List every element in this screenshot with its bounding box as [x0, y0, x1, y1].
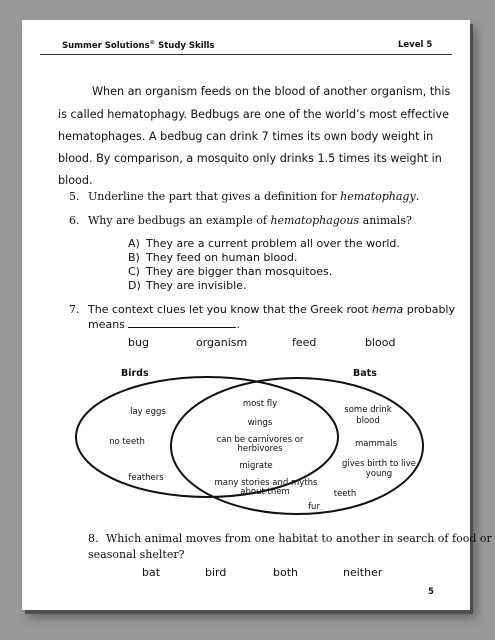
both-item-stories-myths: many stories and myths [214, 478, 318, 488]
option-b-text: They feed on human blood. [146, 251, 298, 264]
both-item-carnivores: can be carnivores or [216, 435, 304, 445]
question-7-line-1: The context clues let you know that the Greek root hema probably [88, 303, 455, 316]
q7-choice-bug: bug [128, 336, 149, 349]
bats-item-mammals: mammals [354, 439, 398, 449]
both-item-wings: wings [247, 418, 273, 428]
venn-diagram [74, 375, 424, 525]
option-c-letter: C) [128, 265, 140, 278]
both-item-herbivores: herbivores [237, 444, 283, 454]
option-d-text: They are invisible. [146, 279, 247, 292]
q8-choice-both: both [273, 566, 298, 579]
bats-item-young: young [365, 469, 393, 479]
bats-item-gives-birth: gives birth to live [341, 459, 417, 469]
header-title: Summer Solutions© Study Skills [62, 40, 215, 51]
option-a-letter: A) [128, 237, 140, 250]
passage-line-4: blood. By comparison, a mosquito only drinks 1.5 times its weight in [58, 152, 442, 165]
q8-choice-neither: neither [343, 566, 383, 579]
option-b-letter: B) [128, 251, 140, 264]
header-level: Level 5 [398, 40, 433, 50]
q8-choice-bat: bat [142, 566, 161, 579]
both-item-about-them: about them [240, 487, 290, 497]
question-8-line-2: seasonal shelter? [88, 548, 185, 561]
bats-item-some-drink: some drink [344, 405, 392, 415]
q8-choice-bird: bird [205, 566, 227, 579]
both-item-most-fly: most fly [242, 399, 278, 409]
passage-line-2: is called hematophagy. Bedbugs are one of the world’s most effective [58, 108, 449, 121]
question-8-line-1: Which animal moves from one habitat to another in search of food or [106, 532, 492, 545]
bats-item-teeth: teeth [333, 489, 357, 499]
bats-item-blood: blood [356, 416, 380, 426]
q7-choice-organism: organism [196, 336, 248, 349]
venn-birds-title: Birds [121, 368, 149, 379]
option-a-text: They are a current problem all over the world. [146, 237, 400, 250]
option-d-letter: D) [128, 279, 141, 292]
both-item-migrate: migrate [239, 461, 273, 471]
question-8-number: 8. [88, 532, 99, 545]
venn-bats-title: Bats [353, 368, 377, 379]
question-7-number: 7. [69, 303, 80, 316]
passage-line-5: blood. [58, 174, 93, 187]
answer-blank[interactable] [128, 318, 236, 328]
birds-item-lay-eggs: lay eggs [130, 407, 166, 417]
q7-choice-feed: feed [292, 336, 317, 349]
bats-item-fur: fur [308, 502, 320, 512]
birds-item-no-teeth: no teeth [109, 437, 145, 447]
option-c-text: They are bigger than mosquitoes. [146, 265, 333, 278]
question-6-number: 6. [69, 214, 80, 227]
page-number: 5 [428, 587, 434, 597]
passage-line-3: hematophages. A bedbug can drink 7 times its own body weight in [58, 130, 434, 143]
header-rule [40, 54, 452, 55]
birds-item-feathers: feathers [128, 473, 164, 483]
question-5-number: 5. [69, 190, 80, 203]
question-7-line-2: means . [88, 318, 240, 331]
worksheet-page [22, 20, 492, 610]
q7-choice-blood: blood [365, 336, 396, 349]
passage-line-1: When an organism feeds on the blood of another organism, this [92, 85, 451, 98]
question-6-text: Why are bedbugs an example of hematophagous animals? [88, 214, 412, 227]
question-5-text: Underline the part that gives a definition for hematophagy. [88, 190, 420, 203]
